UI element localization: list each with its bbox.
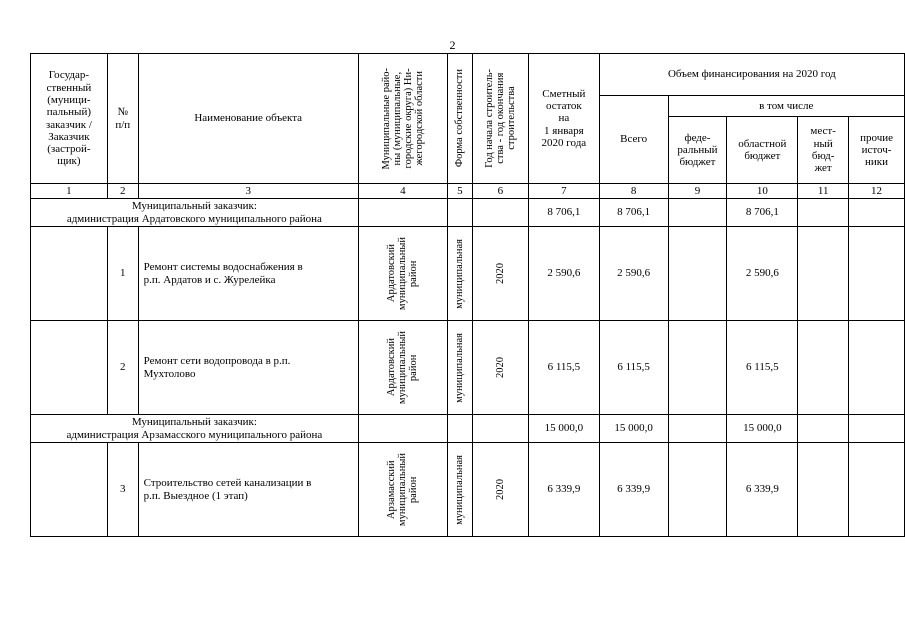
- financing-table: [30, 53, 905, 537]
- column-number: 9: [668, 184, 727, 199]
- row-number: 3: [107, 443, 138, 537]
- district-cell: Ардатовский муниципальный район: [358, 321, 447, 415]
- table-row: [31, 443, 905, 537]
- header-estimate: Сметный остаток на 1 января 2020 года: [528, 54, 599, 184]
- ownership-cell: муниципальная: [447, 443, 472, 537]
- regional-value: 6 339,9: [727, 443, 798, 537]
- column-number: 11: [798, 184, 849, 199]
- total-value: 8 706,1: [599, 199, 668, 227]
- regional-value: 15 000,0: [727, 415, 798, 443]
- row-number: 2: [107, 321, 138, 415]
- total-value: 6 339,9: [599, 443, 668, 537]
- estimate-value: 2 590,6: [528, 227, 599, 321]
- column-numbers-row: [31, 184, 905, 199]
- header-regional: областной бюджет: [727, 117, 798, 184]
- estimate-value: 6 115,5: [528, 321, 599, 415]
- header-including: в том числе: [668, 96, 904, 117]
- column-number: 8: [599, 184, 668, 199]
- year-cell: 2020: [472, 227, 528, 321]
- regional-value: 2 590,6: [727, 227, 798, 321]
- estimate-value: 8 706,1: [528, 199, 599, 227]
- column-number: 2: [107, 184, 138, 199]
- table-row: [31, 321, 905, 415]
- column-number: 3: [138, 184, 358, 199]
- ownership-cell: муниципальная: [447, 321, 472, 415]
- total-value: 15 000,0: [599, 415, 668, 443]
- column-number: 5: [447, 184, 472, 199]
- year-cell: 2020: [472, 321, 528, 415]
- header-years: Год начала строитель- ства - год окончания строительства: [472, 54, 528, 184]
- header-local: мест- ный бюд- жет: [798, 117, 849, 184]
- header-funding: Объем финансирования на 2020 год: [599, 54, 904, 96]
- header-object-name: Наименование объекта: [138, 54, 358, 184]
- column-number: 1: [31, 184, 108, 199]
- customer-row: [31, 415, 905, 443]
- column-number: 7: [528, 184, 599, 199]
- column-number: 12: [849, 184, 905, 199]
- district-cell: Арзамасский муниципальный район: [358, 443, 447, 537]
- header-customer: Государ- ственный (муници- пальный) заказчик / Заказчик (застрой- щик): [31, 54, 108, 184]
- estimate-value: 15 000,0: [528, 415, 599, 443]
- table-row: [31, 227, 905, 321]
- column-number: 10: [727, 184, 798, 199]
- customer-label: Муниципальный заказчик: администрация Арзамасского муниципального района: [31, 415, 359, 443]
- header-number: № п/п: [107, 54, 138, 184]
- row-number: 1: [107, 227, 138, 321]
- header-ownership: Форма собственности: [447, 54, 472, 184]
- object-name: Строительство сетей канализации в р.п. Выездное (1 этап): [138, 443, 358, 537]
- object-name: Ремонт системы водоснабжения в р.п. Ардатов и с. Журелейка: [138, 227, 358, 321]
- total-value: 6 115,5: [599, 321, 668, 415]
- total-value: 2 590,6: [599, 227, 668, 321]
- header-total: Всего: [599, 96, 668, 184]
- page-number: 2: [449, 38, 456, 52]
- header-federal: феде- ральный бюджет: [668, 117, 727, 184]
- regional-value: 8 706,1: [727, 199, 798, 227]
- customer-label: Муниципальный заказчик: администрация Ардатовского муниципального района: [31, 199, 359, 227]
- header-district: Муниципальные райо- ны (муниципальные, городские округа) Ни- жегородской области: [358, 54, 447, 184]
- year-cell: 2020: [472, 443, 528, 537]
- customer-row: [31, 199, 905, 227]
- column-number: 6: [472, 184, 528, 199]
- ownership-cell: муниципальная: [447, 227, 472, 321]
- header-other: прочие источ- ники: [849, 117, 905, 184]
- object-name: Ремонт сети водопровода в р.п. Мухтолово: [138, 321, 358, 415]
- estimate-value: 6 339,9: [528, 443, 599, 537]
- column-number: 4: [358, 184, 447, 199]
- regional-value: 6 115,5: [727, 321, 798, 415]
- district-cell: Ардатовский муниципальный район: [358, 227, 447, 321]
